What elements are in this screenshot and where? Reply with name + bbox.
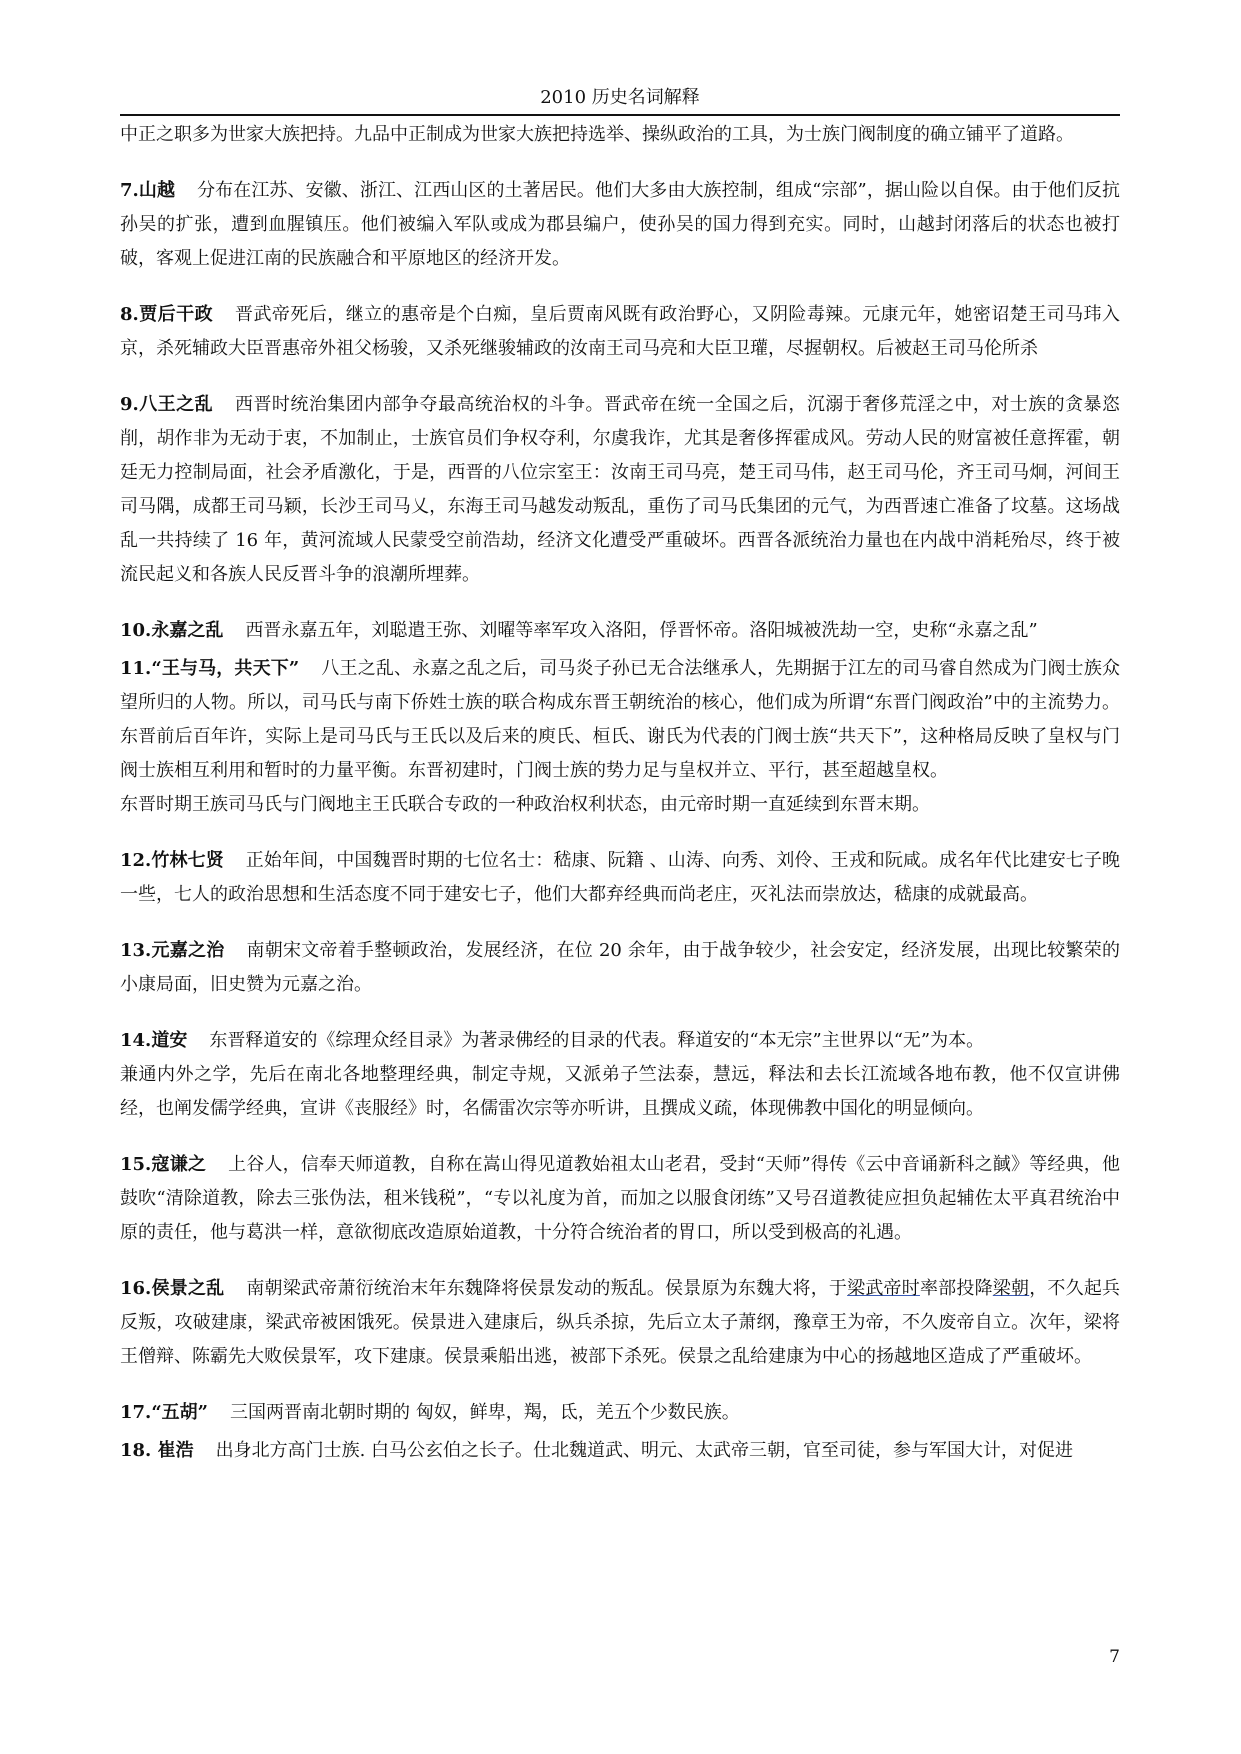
entry-10 xyxy=(120,614,1120,648)
entry-11 xyxy=(120,652,1120,788)
entry-term: 15.寇谦之 xyxy=(120,1154,207,1175)
entry-13 xyxy=(120,934,1120,1002)
entry-text: 上谷人，信奉天师道教，自称在嵩山得见道教始祖太山老君，受封“天师”得传《云中音诵新科之馘》等经典，他鼓吹“清除道教，除去三张伪法，租米钱税”，“专以礼度为首，而加之以服食闭练”又号召道教徒应担负起辅佐太平真君统治中原的责任，他与葛洪一样，意欲彻底改造原始道教，十分符合统治者的胃口，所以受到极高的礼遇。 xyxy=(120,1154,1120,1243)
entry-8 xyxy=(120,298,1120,366)
entry-text: 出身北方高门士族. 白马公玄伯之长子。仕北魏道武、明元、太武帝三朝，官至司徒，参与军国大计，对促进 xyxy=(215,1440,1074,1461)
entry-14 xyxy=(120,1024,1120,1058)
entry-text: 东晋释道安的《综理众经目录》为著录佛经的目录的代表。释道安的“本无宗”主世界以“无”为本。 xyxy=(209,1030,985,1051)
underlined-link-text[interactable]: 梁朝 xyxy=(992,1278,1030,1299)
entry-text: 正始年间，中国魏晋时期的七位名士：嵇康、阮籍 、山涛、向秀、刘伶、王戎和阮咸。成名年代比建安七子晚一些，七人的政治思想和生活态度不同于建安七子，他们大都弃经典而尚老庄，灭礼法而崇放达，嵇康的成就最高。 xyxy=(120,850,1120,905)
entry-7 xyxy=(120,174,1120,276)
entry-18 xyxy=(120,1434,1120,1468)
entry-9 xyxy=(120,388,1120,592)
entry-term: 9.八王之乱 xyxy=(120,394,214,415)
page-header-title: 2010 历史名词解释 xyxy=(540,87,700,108)
entry-text: 分布在江苏、安徽、浙江、江西山区的土著居民。他们大多由大族控制，组成“宗部”，据山险以自保。由于他们反抗孙吴的扩张，遭到血腥镇压。他们被编入军队或成为郡县编户，使孙吴的国力得到充实。同时，山越封闭落后的状态也被打破，客观上促进江南的民族融合和平原地区的经济开发。 xyxy=(120,180,1120,269)
entry-term: 16.侯景之乱 xyxy=(120,1278,225,1299)
entry-text: ，不久起兵反叛，攻破建康，梁武帝被困饿死。侯景进入建康后，纵兵杀掠，先后立太子萧纲，豫章王为帝，不久废帝自立。次年，梁将王僧辩、陈霸先大败侯景军，攻下建康。侯景乘船出逃，被部下杀死。侯景之乱给建康为中心的扬越地区造成了严重破坏。 xyxy=(120,1278,1121,1367)
entry-term: 14.道安 xyxy=(120,1030,188,1051)
entry-term: 11.“王与马，共天下” xyxy=(120,658,300,679)
entry-term: 8.贾后干政 xyxy=(120,304,214,325)
entry-11-extra: 东晋时期王族司马氏与门阀地主王氏联合专政的一种政治权利状态，由元帝时期一直延续到东晋末期。 xyxy=(120,794,930,815)
entry-text: 西晋永嘉五年，刘聪遣王弥、刘曜等率军攻入洛阳，俘晋怀帝。洛阳城被洗劫一空，史称“永嘉之乱” xyxy=(245,620,1038,641)
entry-term: 7.山越 xyxy=(120,180,176,201)
entry-term: 13.元嘉之治 xyxy=(120,940,225,961)
entry-text: 八王之乱、永嘉之乱之后，司马炎子孙已无合法继承人，先期据于江左的司马睿自然成为门阀士族众望所归的人物。所以，司马氏与南下侨姓士族的联合构成东晋王朝统治的核心，他们成为所谓“东晋门阀政治”中的主流势力。东晋前后百年许，实际上是司马氏与王氏以及后来的庾氏、桓氏、谢氏为代表的门阀士族“共天下”，这种格局反映了皇权与门阀士族相互利用和暂时的力量平衡。东晋初建时，门阀士族的势力足与皇权并立、平行，甚至超越皇权。 xyxy=(120,658,1120,781)
page-number: 7 xyxy=(1109,1647,1120,1667)
entry-text: 西晋时统治集团内部争夺最高统治权的斗争。晋武帝在统一全国之后，沉溺于奢侈荒淫之中，对士族的贪暴恣削，胡作非为无动于衷，不加制止，士族官员们争权夺利，尔虞我诈，尤其是奢侈挥霍成风。劳动人民的财富被任意挥霍，朝廷无力控制局面，社会矛盾激化，于是，西晋的八位宗室王：汝南王司马亮，楚王司马伟，赵王司马伦，齐王司马炯，河间王司马隅，成都王司马颖，长沙王司马乂，东海王司马越发动叛乱，重伤了司马氏集团的元气，为西晋速亡准备了坟墓。这场战乱一共持续了 16 年，黄河流域人民蒙受空前浩劫，经济文化遭受严重破坏。西晋各派统治力量也在内战中消耗殆尽，终于被流民起义和各族人民反晋斗争的浪潮所埋葬。 xyxy=(120,394,1120,585)
entry-15 xyxy=(120,1148,1120,1250)
entry-text: 晋武帝死后，继立的惠帝是个白痴，皇后贾南风既有政治野心，又阴险毒辣。元康元年，她密诏楚王司马玮入京，杀死辅政大臣晋惠帝外祖父杨骏，又杀死继骏辅政的汝南王司马亮和大臣卫瓘，尽握朝权。后被赵王司马伦所杀 xyxy=(120,304,1120,359)
entry-text: 率部投降 xyxy=(919,1278,993,1299)
header-rule xyxy=(120,114,1120,116)
entry-term: 12.竹林七贤 xyxy=(120,850,224,871)
entry-term: 18. 崔浩 xyxy=(120,1440,194,1461)
entry-12 xyxy=(120,844,1120,912)
entry-17 xyxy=(120,1396,1120,1430)
entry-text: 三国两晋南北朝时期的 匈奴，鲜卑，羯，氐，羌五个少数民族。 xyxy=(230,1402,740,1423)
entry-term: 10.永嘉之乱 xyxy=(120,620,224,641)
entry-text: 南朝梁武帝萧衍统治末年东魏降将侯景发动的叛乱。侯景原为东魏大将，于 xyxy=(246,1278,848,1299)
entry-text: 南朝宋文帝着手整顿政治，发展经济，在位 20 余年，由于战争较少，社会安定，经济发展，出现比较繁荣的小康局面，旧史赞为元嘉之治。 xyxy=(120,940,1121,995)
entry-16 xyxy=(120,1272,1120,1374)
intro-paragraph: 中正之职多为世家大族把持。九品中正制成为世家大族把持选举、操纵政治的工具，为士族门阀制度的确立铺平了道路。 xyxy=(120,124,1074,145)
underlined-link-text[interactable]: 梁武帝时 xyxy=(847,1278,920,1299)
entry-14-extra: 兼通内外之学，先后在南北各地整理经典，制定寺规，又派弟子竺法泰，慧远，释法和去长江流域各地布教，他不仅宣讲佛经，也阐发儒学经典，宣讲《丧服经》时，名儒雷次宗等亦听讲，且撰成义疏，体现佛教中国化的明显倾向。 xyxy=(120,1064,1120,1119)
document-body xyxy=(120,118,1120,1468)
entry-term: 17.“五胡” xyxy=(120,1402,209,1423)
